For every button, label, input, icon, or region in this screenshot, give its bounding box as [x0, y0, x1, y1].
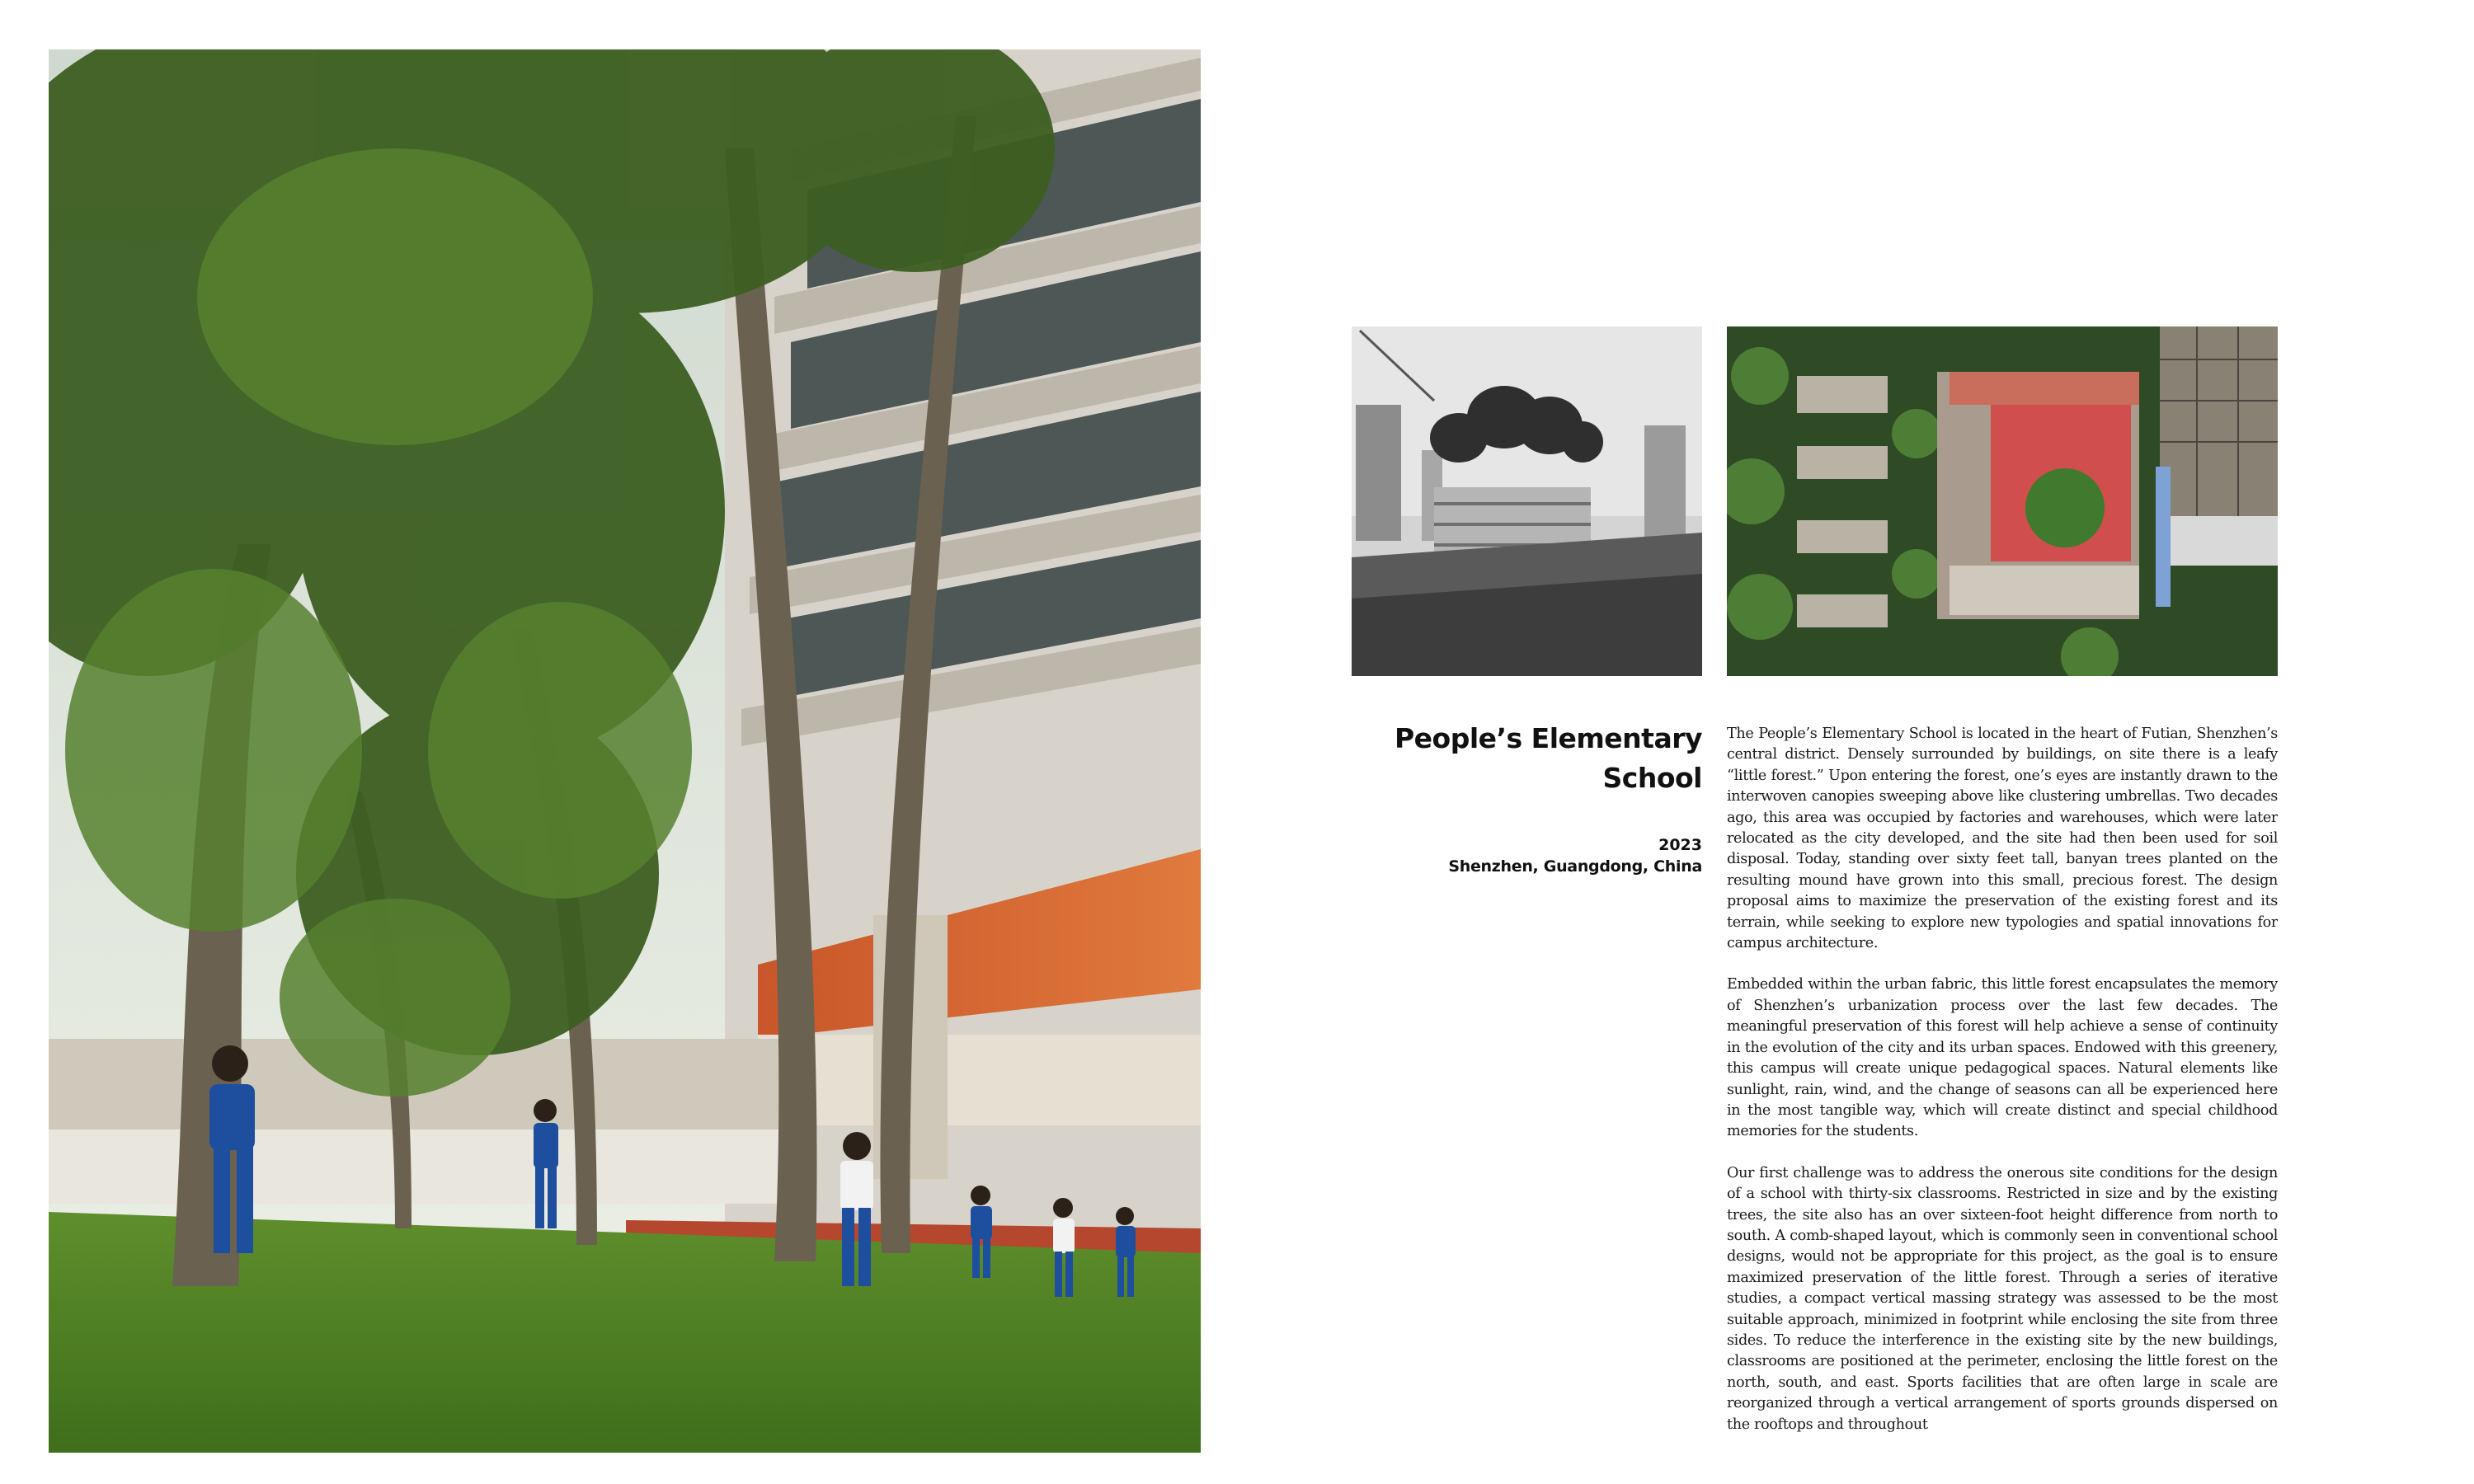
- hero-photo-illustration: [49, 49, 1201, 1453]
- project-year: 2023: [1658, 836, 1702, 854]
- project-title-line1: People’s Elementary: [1394, 722, 1702, 754]
- project-location: Shenzhen, Guangdong, China: [1448, 857, 1702, 876]
- construction-photo-bw: [1352, 326, 1702, 676]
- project-title-line2: School: [1602, 762, 1702, 794]
- description-paragraph-2: Embedded within the urban fabric, this little forest encapsulates the memory of Shenzhen’s urbanization process over the last few decades. The meaningful preservation of this forest will help achieve a sense of continuity in the evolution of the city and its urban spaces. Endowed with this greenery, this campus will create unique pedagogical spaces. Natural elements like sunlight, rain, wind, and the change of seasons can all be experienced here in the most tangible way, which will create distinct and special childhood memories for the students.: [1727, 976, 2278, 1140]
- project-title-block: [1352, 719, 1702, 877]
- description-paragraph-3: Our first challenge was to address the onerous site conditions for the design of a school with thirty-six classrooms. Restricted in size and by the existing trees, the site also has an over sixteen-foot height difference from north to south. A comb-shaped layout, which is commonly seen in conventional school designs, would not be appropriate for this project, as the goal is to ensure maximized preservation of the little forest. Through a series of iterative studies, a compact vertical massing strategy was assessed to be the most suitable approach, minimized in footprint while enclosing the site from three sides. To reduce the interference in the existing site by the new buildings, classrooms are positioned at the perimeter, enclosing the little forest on the north, south, and east. Sports facilities that are often large in scale are reorganized through a vertical arrangement of sports grounds dispersed on the rooftops and throughout: [1727, 1164, 2278, 1433]
- hero-photo-forest-school: [49, 49, 1201, 1453]
- project-description: [1727, 724, 2278, 1433]
- description-paragraph-1: The People’s Elementary School is located in the heart of Futian, Shenzhen’s central district. Densely surrounded by buildings, on site there is a leafy “little forest.” Upon entering the forest, one’s eyes are instantly drawn to the interwoven canopies sweeping above like clustering umbrellas. Two decades ago, this area was occupied by factories and warehouses, which were later relocated as the city developed, and the site had then been used for soil disposal. Today, standing over sixty feet tall, banyan trees planted on the resulting mound have grown into this small, precious forest. The design proposal aims to maximize the preservation of the existing forest and its terrain, while seeking to explore new typologies and spatial innovations for campus architecture.: [1727, 726, 2278, 952]
- project-title: [1352, 719, 1702, 798]
- aerial-site-photo: [1727, 326, 2278, 676]
